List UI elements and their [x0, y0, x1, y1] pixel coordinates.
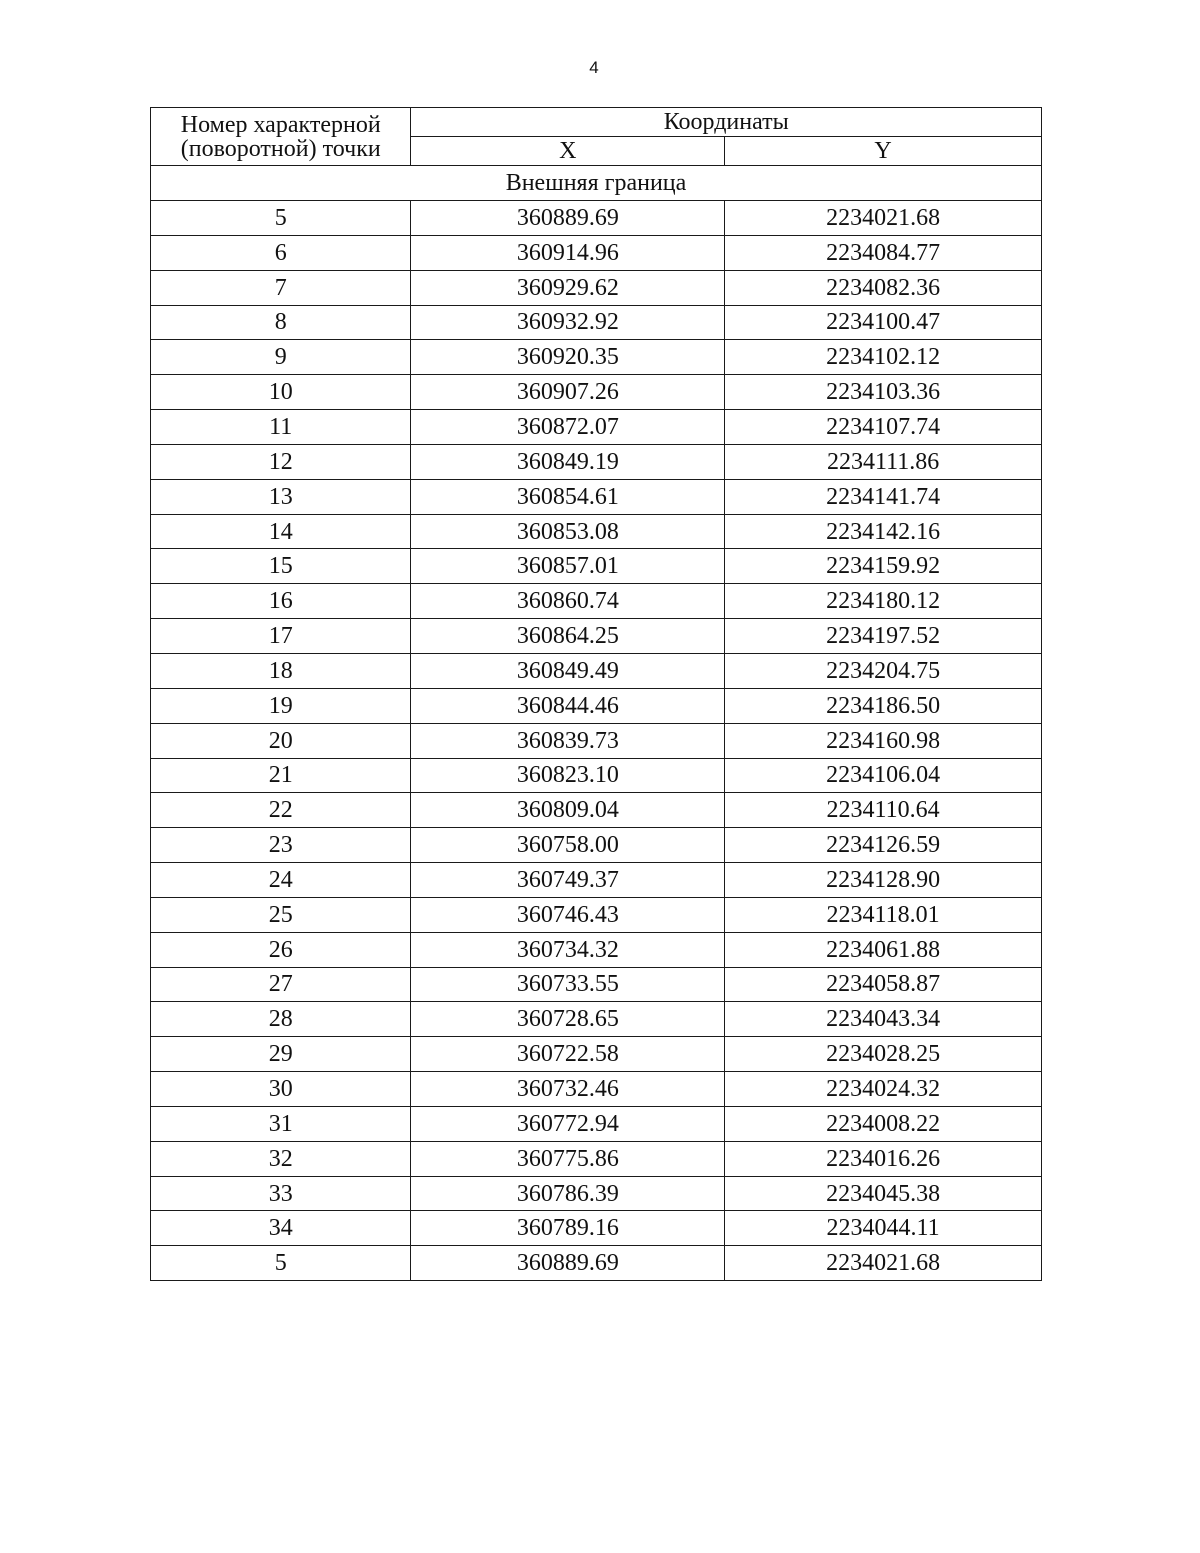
point-number-header-line-2: (поворотной) точки [180, 135, 381, 162]
x-coordinate-cell: 360789.16 [411, 1211, 725, 1246]
x-coordinate-cell: 360914.96 [411, 235, 725, 270]
coordinates-rows [151, 201, 1042, 1281]
table-row [151, 793, 1042, 828]
table-row [151, 584, 1042, 619]
x-coordinate-cell: 360746.43 [411, 897, 725, 932]
table-row [151, 270, 1042, 305]
x-coordinate-cell: 360907.26 [411, 375, 725, 410]
point-number-cell: 16 [151, 584, 411, 619]
x-coordinate-cell: 360854.61 [411, 479, 725, 514]
table-row [151, 235, 1042, 270]
point-number-cell: 7 [151, 270, 411, 305]
x-column-header: X [411, 137, 725, 166]
point-number-cell: 26 [151, 932, 411, 967]
table-row [151, 410, 1042, 445]
x-coordinate-cell: 360889.69 [411, 1246, 725, 1281]
table-row [151, 340, 1042, 375]
x-coordinate-cell: 360786.39 [411, 1176, 725, 1211]
x-coordinate-cell: 360920.35 [411, 340, 725, 375]
y-coordinate-cell: 2234186.50 [725, 688, 1042, 723]
point-number-cell: 28 [151, 1002, 411, 1037]
x-coordinate-cell: 360844.46 [411, 688, 725, 723]
coordinates-table [150, 107, 1042, 1281]
point-number-cell: 23 [151, 828, 411, 863]
y-coordinate-cell: 2234107.74 [725, 410, 1042, 445]
point-number-cell: 14 [151, 514, 411, 549]
x-coordinate-cell: 360849.19 [411, 444, 725, 479]
y-coordinate-cell: 2234142.16 [725, 514, 1042, 549]
x-coordinate-cell: 360860.74 [411, 584, 725, 619]
table-row [151, 1246, 1042, 1281]
x-coordinate-cell: 360889.69 [411, 201, 725, 236]
point-number-cell: 22 [151, 793, 411, 828]
point-number-cell: 20 [151, 723, 411, 758]
table-row [151, 1037, 1042, 1072]
y-column-header: Y [725, 137, 1042, 166]
x-coordinate-cell: 360857.01 [411, 549, 725, 584]
point-number-cell: 9 [151, 340, 411, 375]
table-row [151, 828, 1042, 863]
y-coordinate-cell: 2234028.25 [725, 1037, 1042, 1072]
x-coordinate-cell: 360772.94 [411, 1106, 725, 1141]
x-coordinate-cell: 360872.07 [411, 410, 725, 445]
y-coordinate-cell: 2234058.87 [725, 967, 1042, 1002]
point-number-cell: 21 [151, 758, 411, 793]
point-number-cell: 32 [151, 1141, 411, 1176]
table-row [151, 375, 1042, 410]
table-row [151, 305, 1042, 340]
x-coordinate-cell: 360864.25 [411, 619, 725, 654]
x-coordinate-cell: 360758.00 [411, 828, 725, 863]
y-coordinate-cell: 2234082.36 [725, 270, 1042, 305]
y-coordinate-cell: 2234160.98 [725, 723, 1042, 758]
table-row [151, 549, 1042, 584]
point-number-cell: 10 [151, 375, 411, 410]
x-coordinate-cell: 360849.49 [411, 653, 725, 688]
table-row [151, 932, 1042, 967]
x-coordinate-cell: 360722.58 [411, 1037, 725, 1072]
point-number-cell: 27 [151, 967, 411, 1002]
table-row [151, 758, 1042, 793]
point-number-cell: 6 [151, 235, 411, 270]
table-row [151, 444, 1042, 479]
y-coordinate-cell: 2234118.01 [725, 897, 1042, 932]
x-coordinate-cell: 360732.46 [411, 1072, 725, 1107]
point-number-cell: 29 [151, 1037, 411, 1072]
y-coordinate-cell: 2234159.92 [725, 549, 1042, 584]
point-number-cell: 12 [151, 444, 411, 479]
y-coordinate-cell: 2234021.68 [725, 1246, 1042, 1281]
table-row [151, 1002, 1042, 1037]
table-row [151, 723, 1042, 758]
point-number-cell: 30 [151, 1072, 411, 1107]
table-row [151, 619, 1042, 654]
y-coordinate-cell: 2234197.52 [725, 619, 1042, 654]
y-coordinate-cell: 2234106.04 [725, 758, 1042, 793]
table-row [151, 653, 1042, 688]
point-number-cell: 24 [151, 863, 411, 898]
table-row [151, 688, 1042, 723]
x-coordinate-cell: 360932.92 [411, 305, 725, 340]
table-row [151, 1211, 1042, 1246]
coordinates-group-header: Координаты [411, 108, 1042, 137]
x-coordinate-cell: 360853.08 [411, 514, 725, 549]
table-row [151, 479, 1042, 514]
table-row [151, 1176, 1042, 1211]
point-number-cell: 25 [151, 897, 411, 932]
point-number-cell: 17 [151, 619, 411, 654]
y-coordinate-cell: 2234021.68 [725, 201, 1042, 236]
point-number-cell: 5 [151, 1246, 411, 1281]
point-number-header-line-1: Номер характерной [180, 111, 381, 138]
y-coordinate-cell: 2234204.75 [725, 653, 1042, 688]
point-number-cell: 33 [151, 1176, 411, 1211]
y-coordinate-cell: 2234126.59 [725, 828, 1042, 863]
y-coordinate-cell: 2234043.34 [725, 1002, 1042, 1037]
y-coordinate-cell: 2234045.38 [725, 1176, 1042, 1211]
y-coordinate-cell: 2234128.90 [725, 863, 1042, 898]
x-coordinate-cell: 360733.55 [411, 967, 725, 1002]
table-row [151, 863, 1042, 898]
point-number-header [151, 108, 411, 166]
section-title: Внешняя граница [151, 166, 1042, 201]
y-coordinate-cell: 2234044.11 [725, 1211, 1042, 1246]
x-coordinate-cell: 360929.62 [411, 270, 725, 305]
page-number: 4 [589, 58, 599, 77]
point-number-cell: 34 [151, 1211, 411, 1246]
x-coordinate-cell: 360749.37 [411, 863, 725, 898]
point-number-cell: 13 [151, 479, 411, 514]
y-coordinate-cell: 2234024.32 [725, 1072, 1042, 1107]
y-coordinate-cell: 2234100.47 [725, 305, 1042, 340]
x-coordinate-cell: 360809.04 [411, 793, 725, 828]
table-row [151, 1072, 1042, 1107]
x-coordinate-cell: 360728.65 [411, 1002, 725, 1037]
y-coordinate-cell: 2234061.88 [725, 932, 1042, 967]
table-row [151, 514, 1042, 549]
table-row [151, 1141, 1042, 1176]
y-coordinate-cell: 2234016.26 [725, 1141, 1042, 1176]
point-number-cell: 19 [151, 688, 411, 723]
table-row [151, 201, 1042, 236]
x-coordinate-cell: 360823.10 [411, 758, 725, 793]
table-row [151, 967, 1042, 1002]
point-number-cell: 11 [151, 410, 411, 445]
y-coordinate-cell: 2234141.74 [725, 479, 1042, 514]
y-coordinate-cell: 2234102.12 [725, 340, 1042, 375]
y-coordinate-cell: 2234008.22 [725, 1106, 1042, 1141]
table-row [151, 897, 1042, 932]
point-number-cell: 18 [151, 653, 411, 688]
x-coordinate-cell: 360775.86 [411, 1141, 725, 1176]
point-number-cell: 8 [151, 305, 411, 340]
y-coordinate-cell: 2234110.64 [725, 793, 1042, 828]
y-coordinate-cell: 2234103.36 [725, 375, 1042, 410]
y-coordinate-cell: 2234084.77 [725, 235, 1042, 270]
y-coordinate-cell: 2234180.12 [725, 584, 1042, 619]
point-number-cell: 5 [151, 201, 411, 236]
point-number-cell: 15 [151, 549, 411, 584]
x-coordinate-cell: 360734.32 [411, 932, 725, 967]
x-coordinate-cell: 360839.73 [411, 723, 725, 758]
point-number-cell: 31 [151, 1106, 411, 1141]
table-row [151, 1106, 1042, 1141]
y-coordinate-cell: 2234111.86 [725, 444, 1042, 479]
